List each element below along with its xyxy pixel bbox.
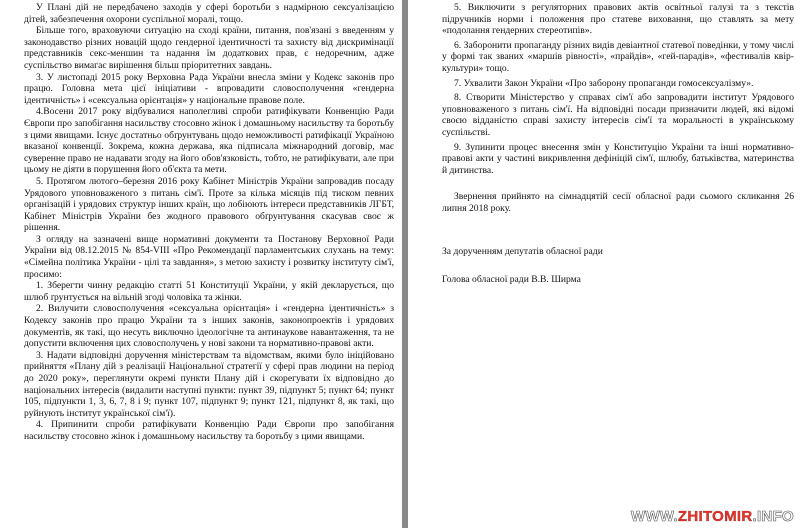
watermark-suffix: .INFO bbox=[752, 508, 794, 525]
adoption-note: Звернення прийнято на сімнадцятій сесії обласної ради сьомого скликання 26 липня 2018 року. bbox=[442, 191, 794, 214]
left-request-item-2: 2. Вилучити словосполучення «сексуальна орієнтація» і «гендерна ідентичність» з Кодексу законів про працю України та з інших законів, законопроектів і урядових документів, як такі, що несуть виключно ідеологічне та антинаукове навантаження, та не допустити включення цих словосполучень у нові закони та нормативно-правові акти. bbox=[24, 303, 394, 350]
left-paragraph-request-intro: З огляду на зазначені вище нормативні документи та Постанову Верховної Ради України від 08.12.2015 № 854-VIII «Про Рекомендації парламентських слухань на тему: «Сімейна політика України - цілі та завдання», з метою захисту і розвитку інституту сім'ї, просимо: bbox=[24, 233, 394, 280]
right-document-page bbox=[408, 0, 800, 528]
watermark-prefix: WWW. bbox=[630, 508, 678, 525]
right-request-item-9: 9. Зупинити процес внесення змін у Конституцію України та інші нормативно-правові акти у частині викривлення дефініцій сім'ї, шлюбу, батьківства, материнства й дитинства. bbox=[442, 141, 794, 176]
left-request-item-4: 4. Припинити спроби ратифікувати Конвенцію Ради Європи про запобігання насильству стосовно жінок і домашньому насильству та боротьбу з цими явищами. bbox=[24, 419, 394, 442]
watermark-name: ZHITOMIR bbox=[677, 508, 753, 525]
left-paragraph-context: Більше того, враховуючи ситуацію на сході країни, питання, пов'язані з введенням у законодавство різних новацій щодо гендерної ідентичності та захисту від дискримінації представників секс-меншин та надання їм додаткових прав, є недоречним, адже суспільство вимагає вирішення більш пріоритетних завдань. bbox=[24, 25, 394, 71]
left-paragraph-point-5: 5. Протягом лютого–березня 2016 року Кабінет Міністрів України запровадив посаду Урядового уповноваженого з питань сім'ї. Проте за кілька місяців під тиском певних організацій і урядових структур інших країн, що лобіюють інтереси представників ЛГБТ, Кабінет Міністрів України без жодного правового обґрунтування скасував своє ж рішення. bbox=[24, 175, 394, 234]
spacer bbox=[442, 260, 794, 274]
left-request-item-3: 3. Надати відповідні доручення міністерствам та відомствам, якими було ініційовано прийняття «Плану дій з реалізації Національної стратегії у сфері прав людини на період до 2020 року», переглянути окремі пункти Плану дій і скорегувати їх відповідно до національних інтересів (видалити наступні пункти: пункт 39, підпункт 5; пункт 64; пункт 105, підпункти 1, 3, 6, 7, 8 і 9; пункт 107, підпункт 9; пункт 121, підпункт 8, як такі, що руйнують інститут української сім'ї). bbox=[24, 349, 394, 419]
site-watermark bbox=[631, 508, 794, 525]
right-request-item-8: 8. Створити Міністерство у справах сім'ї або запровадити інститут Урядового уповноваженого з питань сім'ї. На відповідні посади призначити людей, які відомі своєю відданістю справі захисту інтересів сім'ї та моральності в українському суспільстві. bbox=[442, 92, 794, 138]
left-paragraph-intro: У Плані дій не передбачено заходів у сфері боротьби з надмірною сексуалізацією дітей, забезпечення охорони суспільної моралі, тощо. bbox=[24, 2, 394, 25]
right-request-item-6: 6. Заборонити пропаганду різних видів девіантної статевої поведінки, у тому числі у формі так званих «маршів рівності», «прайдів», «гей-парадів», «фестивалів квір-культури» тощо. bbox=[442, 39, 794, 74]
spacer bbox=[442, 179, 794, 191]
left-paragraph-point-3: 3. У листопаді 2015 року Верховна Рада України внесла зміни у Кодекс законів про працю. Головна мета цієї ініціативи - впровадити словосполучення «гендерна ідентичність» і «сексуальна орієнтація» у національне правове поле. bbox=[24, 71, 394, 106]
left-paragraph-point-4: 4.Восени 2017 року відбувалися наполегливі спроби ратифікувати Конвенцію Ради Європи про запобігання насильству стосовно жінок і домашньому насильству та боротьбу з цими явищами. Існує достатньо обґрунтувань щодо неможливості ратифікації Україною вказаної конвенції. Зокрема, кожна держава, яка підписала міжнародний договір, має суверенне право не надавати згоду на його обов'язковість, тобто, не ратифікувати, але при цьому не діяти в порушення його об'єкта та мети. bbox=[24, 106, 394, 176]
left-request-item-1: 1. Зберегти чинну редакцію статті 51 Конституції України, у якій декларується, що шлюб ґрунтується на вільній згоді чоловіка та жінки. bbox=[24, 280, 394, 303]
signatory-line: Голова обласної ради В.В. Ширма bbox=[442, 274, 581, 286]
right-request-item-5: 5. Виключити з регуляторних правових актів освітньої галузі та з текстів підручників норми і положення про статеве виховання, що ставлять за мету «подолання гендерних стереотипів». bbox=[442, 2, 794, 37]
right-request-item-7: 7. Ухвалити Закон України «Про заборону пропаганди гомосексуалізму». bbox=[454, 77, 754, 89]
mandate-line: За дорученням депутатів обласної ради bbox=[442, 245, 603, 257]
spacer bbox=[442, 218, 794, 246]
